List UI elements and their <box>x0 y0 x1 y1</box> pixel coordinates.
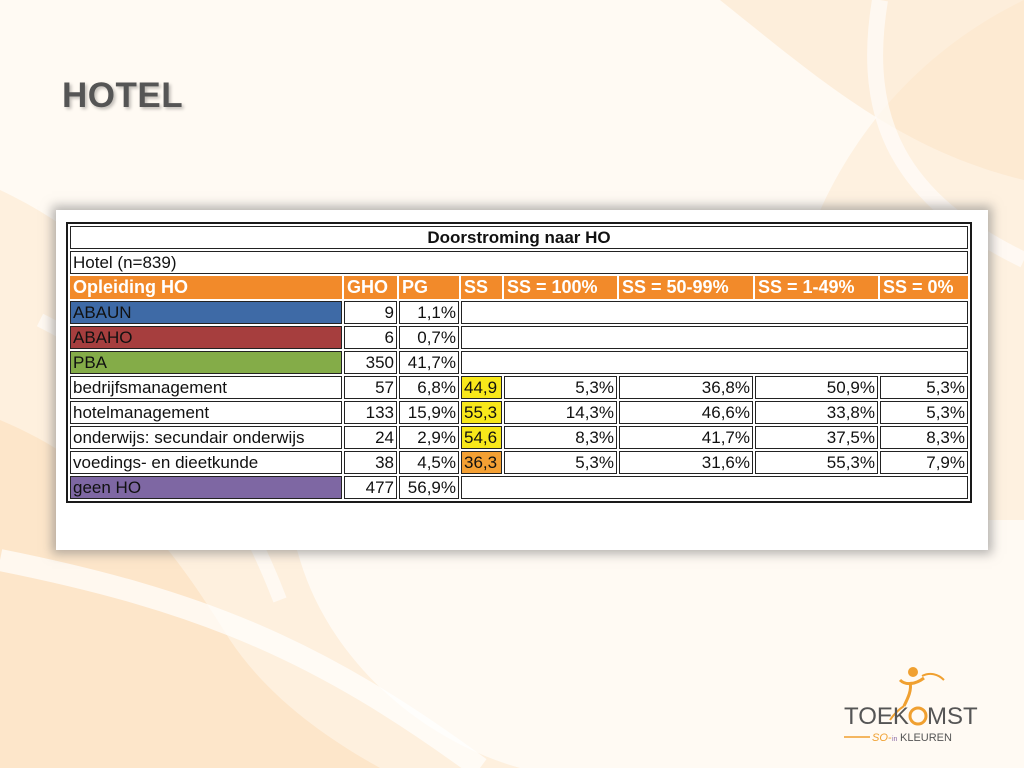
row-label: bedrijfsmanagement <box>70 376 342 399</box>
pg-cell: 6,8% <box>399 376 459 399</box>
ss-cell: 36,3 <box>461 451 502 474</box>
ss50-cell: 41,7% <box>619 426 753 449</box>
empty-cell <box>461 326 968 349</box>
table-row <box>70 326 968 349</box>
gho-cell: 57 <box>344 376 397 399</box>
header-cell: SS = 0% <box>880 276 968 299</box>
ss-cell: 55,3 <box>461 401 502 424</box>
ss100-cell: 8,3% <box>504 426 617 449</box>
slide-title: HOTEL <box>62 76 184 115</box>
row-label: voedings- en dieetkunde <box>70 451 342 474</box>
row-label: ABAHO <box>70 326 342 349</box>
gho-cell: 350 <box>344 351 397 374</box>
header-cell: SS = 50-99% <box>619 276 753 299</box>
ss0-cell: 7,9% <box>880 451 968 474</box>
gho-cell: 6 <box>344 326 397 349</box>
empty-cell <box>461 476 968 499</box>
header-cell: Opleiding HO <box>70 276 342 299</box>
ss0-cell: 5,3% <box>880 401 968 424</box>
ss1-cell: 33,8% <box>755 401 878 424</box>
ss0-cell: 8,3% <box>880 426 968 449</box>
ss0-cell: 5,3% <box>880 376 968 399</box>
gho-cell: 477 <box>344 476 397 499</box>
pg-cell: 56,9% <box>399 476 459 499</box>
logo-main-text: TOEK <box>844 703 909 730</box>
pg-cell: 2,9% <box>399 426 459 449</box>
empty-cell <box>461 301 968 324</box>
gho-cell: 38 <box>344 451 397 474</box>
empty-cell <box>461 351 968 374</box>
logo-o-ring <box>910 708 926 724</box>
logo-main-text-end: MST <box>927 703 978 730</box>
row-label: ABAUN <box>70 301 342 324</box>
header-row <box>70 276 968 299</box>
header-cell: SS <box>461 276 502 299</box>
ss100-cell: 5,3% <box>504 451 617 474</box>
header-cell: PG <box>399 276 459 299</box>
ss50-cell: 31,6% <box>619 451 753 474</box>
table-subtitle: Hotel (n=839) <box>70 251 968 274</box>
ss50-cell: 36,8% <box>619 376 753 399</box>
pg-cell: 4,5% <box>399 451 459 474</box>
ss100-cell: 5,3% <box>504 376 617 399</box>
gho-cell: 24 <box>344 426 397 449</box>
table-frame <box>56 210 988 550</box>
logo-sub-text: SO- <box>872 732 892 744</box>
header-cell: SS = 1-49% <box>755 276 878 299</box>
toekomst-logo <box>838 660 978 750</box>
table-row <box>70 301 968 324</box>
ss1-cell: 37,5% <box>755 426 878 449</box>
table-row <box>70 426 968 449</box>
table-row <box>70 451 968 474</box>
table-row <box>70 401 968 424</box>
gho-cell: 133 <box>344 401 397 424</box>
pg-cell: 41,7% <box>399 351 459 374</box>
ss1-cell: 50,9% <box>755 376 878 399</box>
ss-cell: 54,6 <box>461 426 502 449</box>
doorstroming-table <box>66 222 972 503</box>
row-label: geen HO <box>70 476 342 499</box>
table-row <box>70 376 968 399</box>
table-row <box>70 351 968 374</box>
table-row <box>70 476 968 499</box>
header-cell: SS = 100% <box>504 276 617 299</box>
header-cell: GHO <box>344 276 397 299</box>
svg-text:in: in <box>892 736 898 743</box>
row-label: PBA <box>70 351 342 374</box>
ss1-cell: 55,3% <box>755 451 878 474</box>
gho-cell: 9 <box>344 301 397 324</box>
table-title: Doorstroming naar HO <box>70 226 968 249</box>
pg-cell: 0,7% <box>399 326 459 349</box>
row-label: hotelmanagement <box>70 401 342 424</box>
pg-cell: 1,1% <box>399 301 459 324</box>
pg-cell: 15,9% <box>399 401 459 424</box>
ss100-cell: 14,3% <box>504 401 617 424</box>
ss50-cell: 46,6% <box>619 401 753 424</box>
ss-cell: 44,9 <box>461 376 502 399</box>
table-wrap <box>66 222 972 503</box>
row-label: onderwijs: secundair onderwijs <box>70 426 342 449</box>
svg-text:KLEUREN: KLEUREN <box>900 732 952 744</box>
